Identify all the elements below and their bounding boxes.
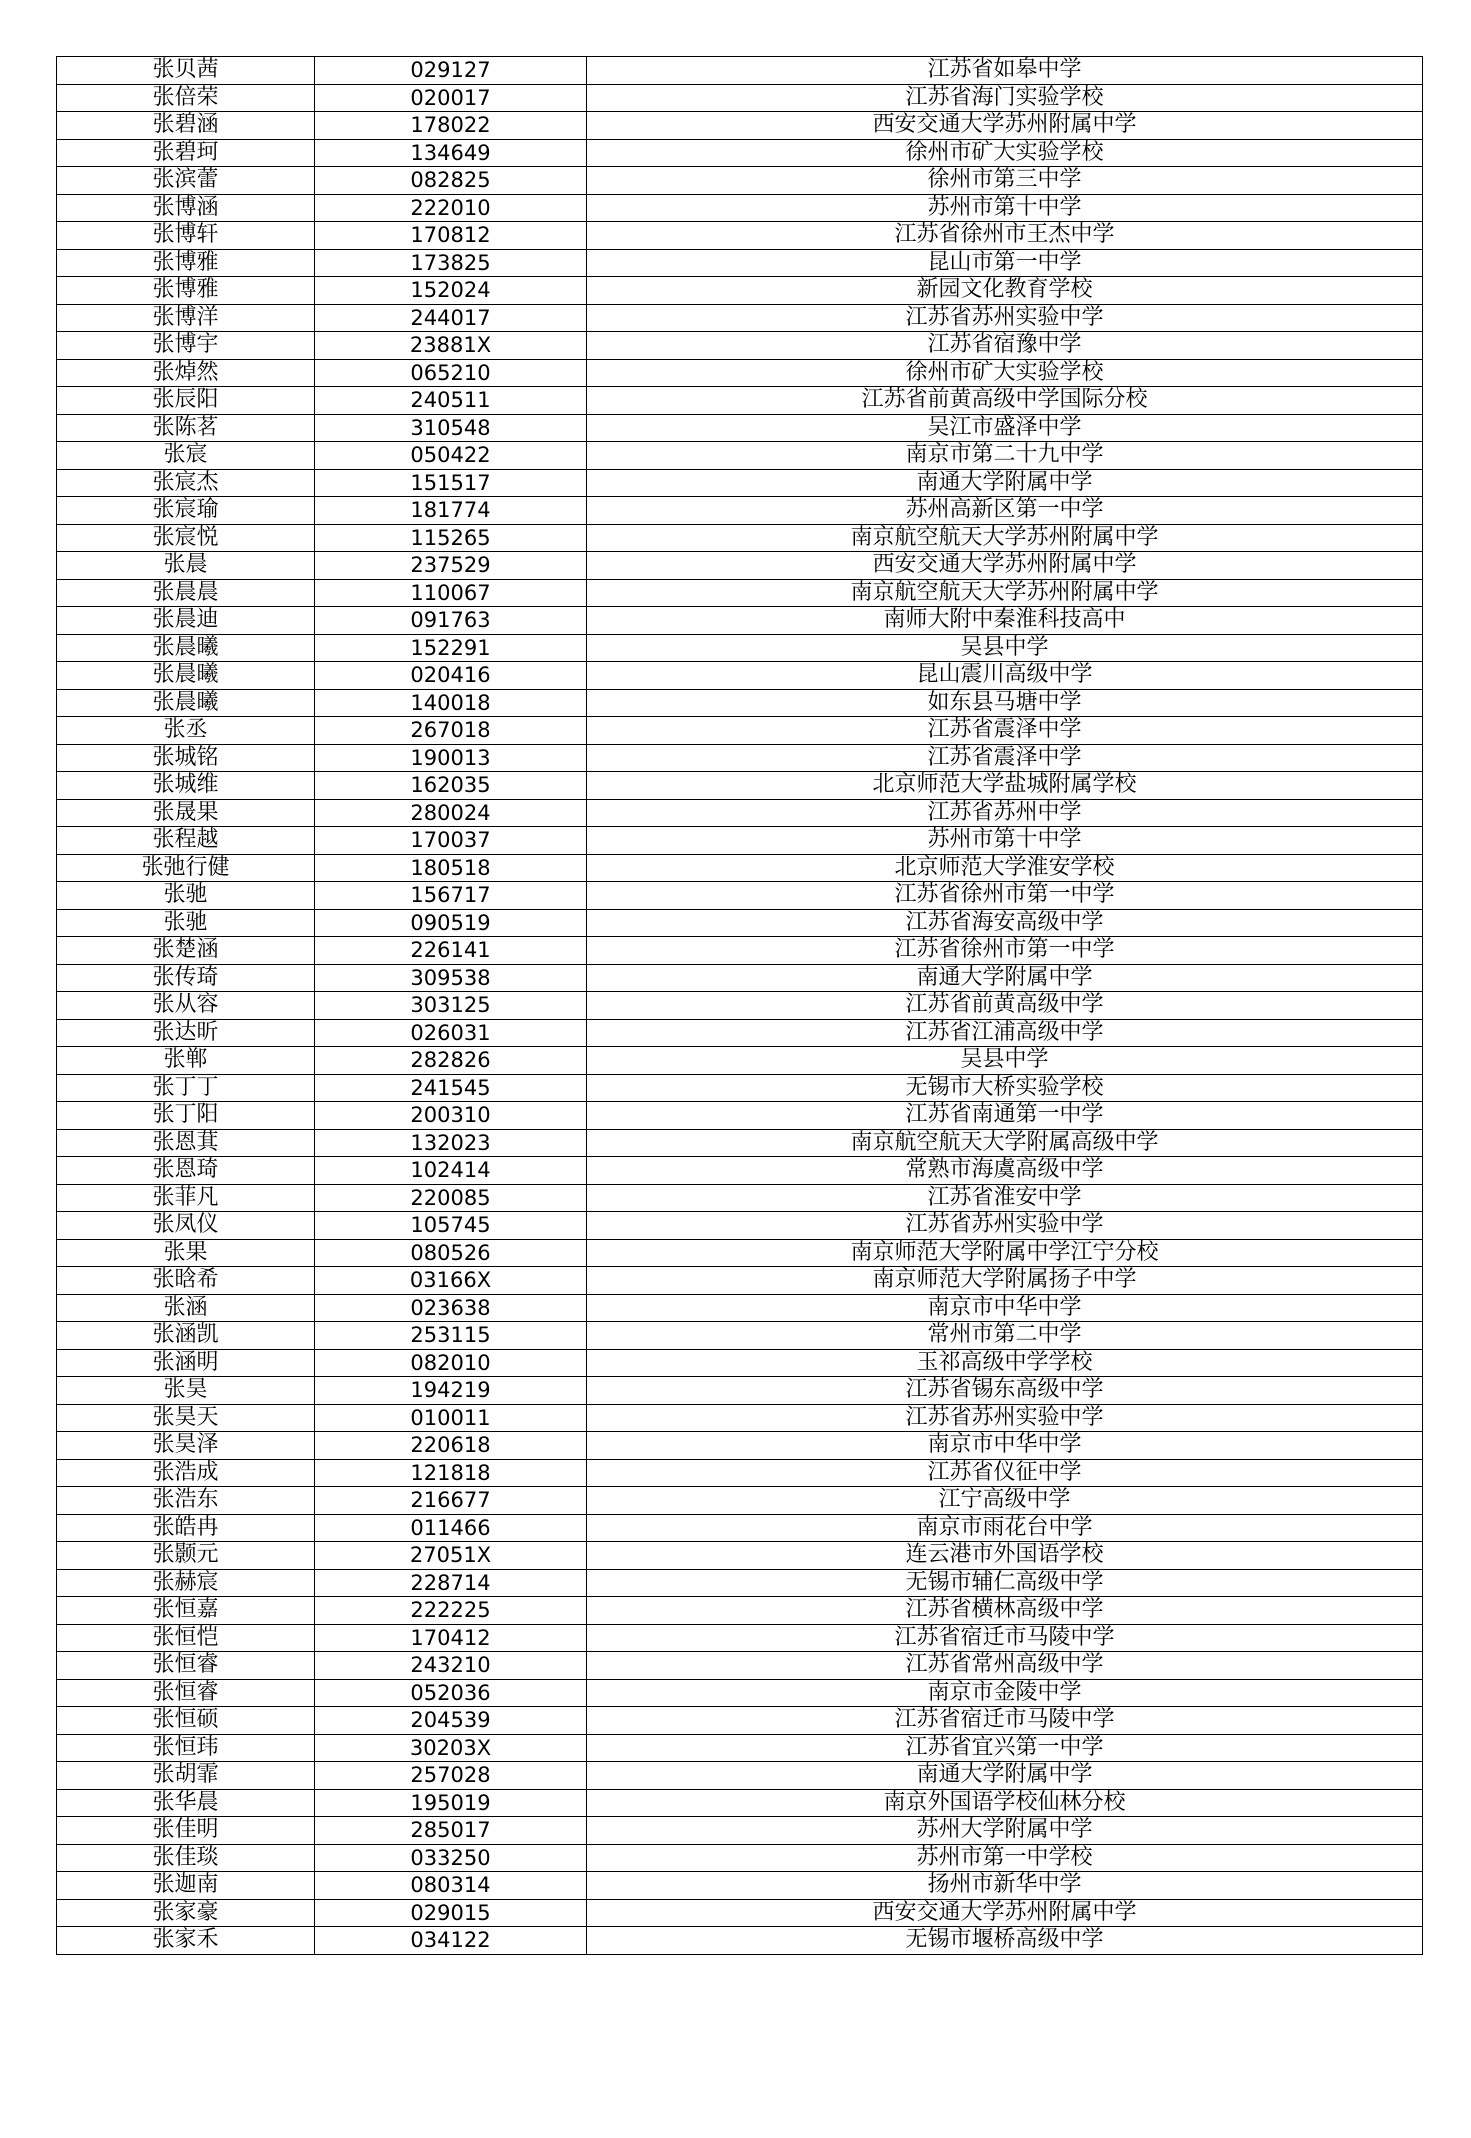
- school-name-cell: 西安交通大学苏州附属中学: [587, 552, 1423, 580]
- school-name-cell: 吴江市盛泽中学: [587, 414, 1423, 442]
- student-id-cell: 029127: [315, 57, 587, 85]
- school-name-cell: 北京师范大学淮安学校: [587, 854, 1423, 882]
- student-id-cell: 080526: [315, 1239, 587, 1267]
- school-name-cell: 江苏省徐州市第一中学: [587, 937, 1423, 965]
- school-name-cell: 江苏省如皋中学: [587, 57, 1423, 85]
- student-id-cell: 152024: [315, 277, 587, 305]
- school-name-cell: 南京航空航天大学苏州附属中学: [587, 579, 1423, 607]
- school-name-cell: 南京航空航天大学附属高级中学: [587, 1129, 1423, 1157]
- student-id-cell: 050422: [315, 442, 587, 470]
- school-name-cell: 南京市金陵中学: [587, 1679, 1423, 1707]
- student-id-cell: 026031: [315, 1019, 587, 1047]
- table-row: [57, 1872, 1423, 1900]
- roster-table: [56, 56, 1423, 1955]
- student-id-cell: 132023: [315, 1129, 587, 1157]
- student-id-cell: 152291: [315, 634, 587, 662]
- student-name-cell: 张菲凡: [57, 1184, 315, 1212]
- table-row: [57, 744, 1423, 772]
- student-id-cell: 080314: [315, 1872, 587, 1900]
- school-name-cell: 南京外国语学校仙林分校: [587, 1789, 1423, 1817]
- student-id-cell: 220085: [315, 1184, 587, 1212]
- student-name-cell: 张涵明: [57, 1349, 315, 1377]
- student-id-cell: 220618: [315, 1432, 587, 1460]
- table-row: [57, 1707, 1423, 1735]
- student-id-cell: 222010: [315, 194, 587, 222]
- table-row: [57, 222, 1423, 250]
- table-row: [57, 1349, 1423, 1377]
- table-row: [57, 1432, 1423, 1460]
- school-name-cell: 江苏省苏州中学: [587, 799, 1423, 827]
- student-id-cell: 020416: [315, 662, 587, 690]
- student-id-cell: 222225: [315, 1597, 587, 1625]
- table-row: [57, 1047, 1423, 1075]
- student-id-cell: 237529: [315, 552, 587, 580]
- student-id-cell: 194219: [315, 1377, 587, 1405]
- student-id-cell: 30203X: [315, 1734, 587, 1762]
- student-id-cell: 27051X: [315, 1542, 587, 1570]
- school-name-cell: 苏州市第一中学校: [587, 1844, 1423, 1872]
- table-row: [57, 607, 1423, 635]
- table-row: [57, 1569, 1423, 1597]
- school-name-cell: 江苏省宿迁市马陵中学: [587, 1624, 1423, 1652]
- school-name-cell: 江苏省仪征中学: [587, 1459, 1423, 1487]
- school-name-cell: 常熟市海虞高级中学: [587, 1157, 1423, 1185]
- table-row: [57, 1679, 1423, 1707]
- school-name-cell: 南通大学附属中学: [587, 469, 1423, 497]
- table-row: [57, 442, 1423, 470]
- school-name-cell: 江苏省苏州实验中学: [587, 1212, 1423, 1240]
- school-name-cell: 江苏省江浦高级中学: [587, 1019, 1423, 1047]
- school-name-cell: 南通大学附属中学: [587, 1762, 1423, 1790]
- student-id-cell: 03166X: [315, 1267, 587, 1295]
- school-name-cell: 江苏省宜兴第一中学: [587, 1734, 1423, 1762]
- student-name-cell: 张宸瑜: [57, 497, 315, 525]
- table-row: [57, 1514, 1423, 1542]
- table-row: [57, 1102, 1423, 1130]
- student-name-cell: 张昊泽: [57, 1432, 315, 1460]
- student-name-cell: 张郸: [57, 1047, 315, 1075]
- student-name-cell: 张楚涵: [57, 937, 315, 965]
- student-id-cell: 065210: [315, 359, 587, 387]
- table-row: [57, 1597, 1423, 1625]
- table-row: [57, 1542, 1423, 1570]
- school-name-cell: 无锡市大桥实验学校: [587, 1074, 1423, 1102]
- student-name-cell: 张辰阳: [57, 387, 315, 415]
- school-name-cell: 徐州市第三中学: [587, 167, 1423, 195]
- student-id-cell: 020017: [315, 84, 587, 112]
- table-row: [57, 1239, 1423, 1267]
- school-name-cell: 江苏省锡东高级中学: [587, 1377, 1423, 1405]
- student-name-cell: 张晨曦: [57, 689, 315, 717]
- student-name-cell: 张贝茜: [57, 57, 315, 85]
- student-name-cell: 张颢元: [57, 1542, 315, 1570]
- student-name-cell: 张晟果: [57, 799, 315, 827]
- student-id-cell: 216677: [315, 1487, 587, 1515]
- school-name-cell: 江苏省苏州实验中学: [587, 304, 1423, 332]
- school-name-cell: 南京师范大学附属扬子中学: [587, 1267, 1423, 1295]
- student-id-cell: 052036: [315, 1679, 587, 1707]
- table-row: [57, 1487, 1423, 1515]
- table-row: [57, 1212, 1423, 1240]
- student-id-cell: 121818: [315, 1459, 587, 1487]
- school-name-cell: 南京师范大学附属中学江宁分校: [587, 1239, 1423, 1267]
- table-row: [57, 634, 1423, 662]
- table-row: [57, 909, 1423, 937]
- student-name-cell: 张博雅: [57, 249, 315, 277]
- student-id-cell: 228714: [315, 1569, 587, 1597]
- table-row: [57, 1899, 1423, 1927]
- table-row: [57, 1129, 1423, 1157]
- student-name-cell: 张迦南: [57, 1872, 315, 1900]
- school-name-cell: 江苏省震泽中学: [587, 744, 1423, 772]
- student-id-cell: 309538: [315, 964, 587, 992]
- school-name-cell: 如东县马塘中学: [587, 689, 1423, 717]
- student-name-cell: 张陈茗: [57, 414, 315, 442]
- table-row: [57, 827, 1423, 855]
- student-id-cell: 226141: [315, 937, 587, 965]
- school-name-cell: 江苏省震泽中学: [587, 717, 1423, 745]
- table-row: [57, 1184, 1423, 1212]
- table-row: [57, 359, 1423, 387]
- table-row: [57, 689, 1423, 717]
- school-name-cell: 苏州市第十中学: [587, 827, 1423, 855]
- school-name-cell: 江苏省横林高级中学: [587, 1597, 1423, 1625]
- table-row: [57, 1019, 1423, 1047]
- student-name-cell: 张丁丁: [57, 1074, 315, 1102]
- student-id-cell: 029015: [315, 1899, 587, 1927]
- table-row: [57, 964, 1423, 992]
- student-id-cell: 170412: [315, 1624, 587, 1652]
- table-row: [57, 112, 1423, 140]
- school-name-cell: 西安交通大学苏州附属中学: [587, 1899, 1423, 1927]
- student-name-cell: 张皓冉: [57, 1514, 315, 1542]
- student-name-cell: 张恩萁: [57, 1129, 315, 1157]
- table-row: [57, 1322, 1423, 1350]
- student-id-cell: 282826: [315, 1047, 587, 1075]
- student-id-cell: 170037: [315, 827, 587, 855]
- school-name-cell: 苏州大学附属中学: [587, 1817, 1423, 1845]
- school-name-cell: 江苏省前黄高级中学国际分校: [587, 387, 1423, 415]
- student-name-cell: 张碧珂: [57, 139, 315, 167]
- student-id-cell: 010011: [315, 1404, 587, 1432]
- student-name-cell: 张驰: [57, 882, 315, 910]
- table-row: [57, 1377, 1423, 1405]
- table-row: [57, 799, 1423, 827]
- student-name-cell: 张恒硕: [57, 1707, 315, 1735]
- student-name-cell: 张恒嘉: [57, 1597, 315, 1625]
- student-id-cell: 178022: [315, 112, 587, 140]
- student-id-cell: 091763: [315, 607, 587, 635]
- table-row: [57, 194, 1423, 222]
- table-row: [57, 1267, 1423, 1295]
- student-name-cell: 张丞: [57, 717, 315, 745]
- student-id-cell: 090519: [315, 909, 587, 937]
- school-name-cell: 昆山震川高级中学: [587, 662, 1423, 690]
- student-id-cell: 241545: [315, 1074, 587, 1102]
- student-name-cell: 张城铭: [57, 744, 315, 772]
- student-id-cell: 23881X: [315, 332, 587, 360]
- table-row: [57, 57, 1423, 85]
- student-name-cell: 张恒睿: [57, 1679, 315, 1707]
- student-id-cell: 200310: [315, 1102, 587, 1130]
- table-row: [57, 579, 1423, 607]
- student-name-cell: 张丁阳: [57, 1102, 315, 1130]
- student-name-cell: 张碧涵: [57, 112, 315, 140]
- student-id-cell: 257028: [315, 1762, 587, 1790]
- student-name-cell: 张宸杰: [57, 469, 315, 497]
- school-name-cell: 南通大学附属中学: [587, 964, 1423, 992]
- student-name-cell: 张佳明: [57, 1817, 315, 1845]
- table-row: [57, 662, 1423, 690]
- student-name-cell: 张达昕: [57, 1019, 315, 1047]
- table-row: [57, 84, 1423, 112]
- student-name-cell: 张恒恺: [57, 1624, 315, 1652]
- table-row: [57, 469, 1423, 497]
- student-name-cell: 张赫宸: [57, 1569, 315, 1597]
- student-name-cell: 张凤仪: [57, 1212, 315, 1240]
- student-name-cell: 张涵凯: [57, 1322, 315, 1350]
- table-row: [57, 524, 1423, 552]
- student-name-cell: 张从容: [57, 992, 315, 1020]
- school-name-cell: 江苏省宿迁市马陵中学: [587, 1707, 1423, 1735]
- school-name-cell: 江苏省前黄高级中学: [587, 992, 1423, 1020]
- table-row: [57, 1652, 1423, 1680]
- student-name-cell: 张博宇: [57, 332, 315, 360]
- student-name-cell: 张焯然: [57, 359, 315, 387]
- table-row: [57, 387, 1423, 415]
- table-row: [57, 1459, 1423, 1487]
- school-name-cell: 南京市雨花台中学: [587, 1514, 1423, 1542]
- school-name-cell: 江苏省徐州市王杰中学: [587, 222, 1423, 250]
- table-row: [57, 992, 1423, 1020]
- school-name-cell: 苏州高新区第一中学: [587, 497, 1423, 525]
- student-name-cell: 张华晨: [57, 1789, 315, 1817]
- school-name-cell: 江苏省海安高级中学: [587, 909, 1423, 937]
- student-id-cell: 082825: [315, 167, 587, 195]
- table-row: [57, 1294, 1423, 1322]
- table-row: [57, 414, 1423, 442]
- student-name-cell: 张滨蕾: [57, 167, 315, 195]
- student-name-cell: 张浩成: [57, 1459, 315, 1487]
- table-row: [57, 854, 1423, 882]
- student-name-cell: 张佳琰: [57, 1844, 315, 1872]
- school-name-cell: 吴县中学: [587, 1047, 1423, 1075]
- table-row: [57, 1404, 1423, 1432]
- table-row: [57, 1762, 1423, 1790]
- table-row: [57, 937, 1423, 965]
- student-id-cell: 162035: [315, 772, 587, 800]
- table-row: [57, 497, 1423, 525]
- student-id-cell: 023638: [315, 1294, 587, 1322]
- school-name-cell: 江苏省淮安中学: [587, 1184, 1423, 1212]
- student-name-cell: 张晨: [57, 552, 315, 580]
- student-id-cell: 170812: [315, 222, 587, 250]
- table-row: [57, 332, 1423, 360]
- student-id-cell: 303125: [315, 992, 587, 1020]
- school-name-cell: 吴县中学: [587, 634, 1423, 662]
- school-name-cell: 江苏省徐州市第一中学: [587, 882, 1423, 910]
- school-name-cell: 徐州市矿大实验学校: [587, 139, 1423, 167]
- student-id-cell: 151517: [315, 469, 587, 497]
- student-id-cell: 180518: [315, 854, 587, 882]
- table-row: [57, 1844, 1423, 1872]
- student-name-cell: 张传琦: [57, 964, 315, 992]
- student-name-cell: 张博雅: [57, 277, 315, 305]
- student-id-cell: 285017: [315, 1817, 587, 1845]
- student-id-cell: 280024: [315, 799, 587, 827]
- school-name-cell: 北京师范大学盐城附属学校: [587, 772, 1423, 800]
- table-row: [57, 167, 1423, 195]
- student-name-cell: 张家豪: [57, 1899, 315, 1927]
- table-row: [57, 552, 1423, 580]
- table-row: [57, 1624, 1423, 1652]
- student-id-cell: 110067: [315, 579, 587, 607]
- school-name-cell: 江苏省苏州实验中学: [587, 1404, 1423, 1432]
- student-id-cell: 244017: [315, 304, 587, 332]
- student-id-cell: 033250: [315, 1844, 587, 1872]
- school-name-cell: 江苏省宿豫中学: [587, 332, 1423, 360]
- table-row: [57, 304, 1423, 332]
- student-id-cell: 134649: [315, 139, 587, 167]
- student-name-cell: 张宸悦: [57, 524, 315, 552]
- table-row: [57, 1927, 1423, 1955]
- table-row: [57, 1157, 1423, 1185]
- school-name-cell: 南京市第二十九中学: [587, 442, 1423, 470]
- school-name-cell: 玉祁高级中学学校: [587, 1349, 1423, 1377]
- student-name-cell: 张城维: [57, 772, 315, 800]
- table-row: [57, 1789, 1423, 1817]
- school-name-cell: 南师大附中秦淮科技高中: [587, 607, 1423, 635]
- student-name-cell: 张晗希: [57, 1267, 315, 1295]
- student-id-cell: 310548: [315, 414, 587, 442]
- school-name-cell: 新园文化教育学校: [587, 277, 1423, 305]
- student-name-cell: 张宸: [57, 442, 315, 470]
- table-row: [57, 1817, 1423, 1845]
- student-id-cell: 173825: [315, 249, 587, 277]
- student-name-cell: 张博轩: [57, 222, 315, 250]
- school-name-cell: 南京市中华中学: [587, 1294, 1423, 1322]
- student-id-cell: 105745: [315, 1212, 587, 1240]
- school-name-cell: 连云港市外国语学校: [587, 1542, 1423, 1570]
- student-id-cell: 181774: [315, 497, 587, 525]
- student-id-cell: 195019: [315, 1789, 587, 1817]
- student-name-cell: 张涵: [57, 1294, 315, 1322]
- student-name-cell: 张恒玮: [57, 1734, 315, 1762]
- school-name-cell: 江苏省海门实验学校: [587, 84, 1423, 112]
- student-name-cell: 张倍荣: [57, 84, 315, 112]
- student-id-cell: 243210: [315, 1652, 587, 1680]
- student-name-cell: 张胡霏: [57, 1762, 315, 1790]
- student-id-cell: 140018: [315, 689, 587, 717]
- table-row: [57, 1074, 1423, 1102]
- school-name-cell: 常州市第二中学: [587, 1322, 1423, 1350]
- student-id-cell: 253115: [315, 1322, 587, 1350]
- school-name-cell: 江宁高级中学: [587, 1487, 1423, 1515]
- table-row: [57, 772, 1423, 800]
- student-name-cell: 张博涵: [57, 194, 315, 222]
- student-name-cell: 张晨迪: [57, 607, 315, 635]
- student-name-cell: 张驰: [57, 909, 315, 937]
- student-name-cell: 张家禾: [57, 1927, 315, 1955]
- table-row: [57, 249, 1423, 277]
- school-name-cell: 南京市中华中学: [587, 1432, 1423, 1460]
- student-name-cell: 张浩东: [57, 1487, 315, 1515]
- school-name-cell: 江苏省南通第一中学: [587, 1102, 1423, 1130]
- student-id-cell: 267018: [315, 717, 587, 745]
- student-id-cell: 082010: [315, 1349, 587, 1377]
- student-name-cell: 张昊: [57, 1377, 315, 1405]
- school-name-cell: 南京航空航天大学苏州附属中学: [587, 524, 1423, 552]
- student-id-cell: 011466: [315, 1514, 587, 1542]
- school-name-cell: 苏州市第十中学: [587, 194, 1423, 222]
- table-row: [57, 1734, 1423, 1762]
- roster-body: [57, 57, 1423, 1955]
- student-name-cell: 张恩琦: [57, 1157, 315, 1185]
- table-row: [57, 717, 1423, 745]
- student-name-cell: 张程越: [57, 827, 315, 855]
- student-name-cell: 张晨晨: [57, 579, 315, 607]
- student-name-cell: 张弛行健: [57, 854, 315, 882]
- school-name-cell: 无锡市堰桥高级中学: [587, 1927, 1423, 1955]
- school-name-cell: 江苏省常州高级中学: [587, 1652, 1423, 1680]
- table-row: [57, 139, 1423, 167]
- student-id-cell: 240511: [315, 387, 587, 415]
- table-row: [57, 277, 1423, 305]
- student-name-cell: 张晨曦: [57, 662, 315, 690]
- student-id-cell: 204539: [315, 1707, 587, 1735]
- student-id-cell: 034122: [315, 1927, 587, 1955]
- student-name-cell: 张昊天: [57, 1404, 315, 1432]
- school-name-cell: 昆山市第一中学: [587, 249, 1423, 277]
- student-id-cell: 156717: [315, 882, 587, 910]
- school-name-cell: 西安交通大学苏州附属中学: [587, 112, 1423, 140]
- student-name-cell: 张果: [57, 1239, 315, 1267]
- table-row: [57, 882, 1423, 910]
- student-id-cell: 190013: [315, 744, 587, 772]
- student-id-cell: 115265: [315, 524, 587, 552]
- student-name-cell: 张晨曦: [57, 634, 315, 662]
- student-name-cell: 张恒睿: [57, 1652, 315, 1680]
- student-id-cell: 102414: [315, 1157, 587, 1185]
- school-name-cell: 扬州市新华中学: [587, 1872, 1423, 1900]
- school-name-cell: 徐州市矿大实验学校: [587, 359, 1423, 387]
- school-name-cell: 无锡市辅仁高级中学: [587, 1569, 1423, 1597]
- student-name-cell: 张博洋: [57, 304, 315, 332]
